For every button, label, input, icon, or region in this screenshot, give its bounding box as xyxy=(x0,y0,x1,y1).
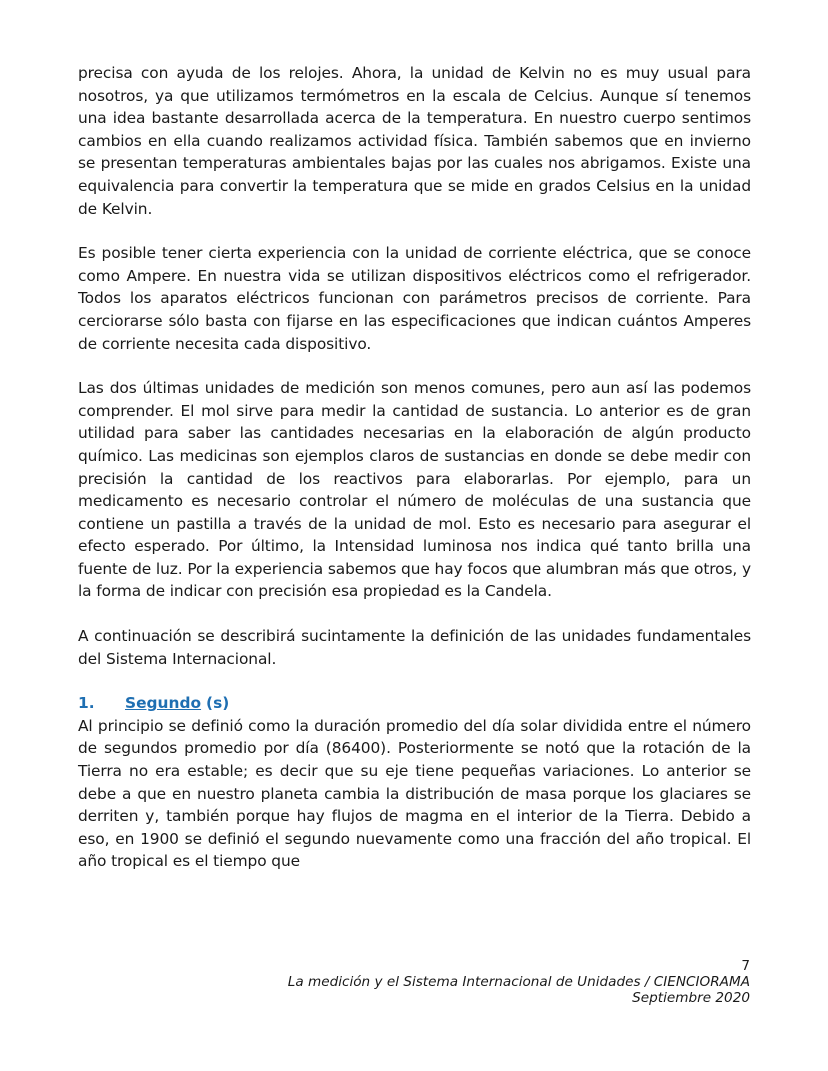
paragraph-current: Es posible tener cierta experiencia con la unidad de corriente eléctrica, que se conoce como Ampere. En nuestra vida se utilizan dispositivos eléctricos como el refrigerador. Todos los aparatos eléctricos funcionan con parámetros precisos de corriente. Para cerciorarse sólo basta con fijarse en las especificaciones que indican cuántos Amperes de corriente necesita cada dispositivo. xyxy=(78,244,751,353)
footer-title: La medición y el Sistema Internacional de Unidades / CIENCIORAMA xyxy=(287,974,750,991)
section-title-link[interactable]: Segundo xyxy=(125,694,202,713)
paragraph-temperature: precisa con ayuda de los relojes. Ahora, la unidad de Kelvin no es muy usual para nosotros, ya que utilizamos termómetros en la escala de Celcius. Aunque sí tenemos una idea bastante desarrollada acerca de la temperatura. En nuestro cuerpo sentimos cambios en ella cuando realizamos actividad física. También sabemos que en invierno se presentan temperaturas ambientales bajas por las cuales nos abrigamos. Existe una equivalencia para convertir la temperatura que se mide en grados Celsius en la unidad de Kelvin. xyxy=(78,64,751,218)
paragraph-gap xyxy=(78,603,751,625)
section-number: 1. xyxy=(78,694,95,713)
page-footer xyxy=(288,958,750,1007)
section-unit: (s) xyxy=(206,694,230,713)
paragraph-gap xyxy=(78,220,751,242)
paragraph-mol-candela: Las dos últimas unidades de medición son menos comunes, pero aun así las podemos comprender. El mol sirve para medir la cantidad de sustancia. Lo anterior es de gran utilidad para saber las cantidades necesarias en la elaboración de algún producto químico. Las medicinas son ejemplos claros de sustancias en donde se debe medir con precisión la cantidad de los reactivos para elaborarlas. Por ejemplo, para un medicamento es necesario controlar el número de moléculas de una sustancia que contiene un pastilla a través de la unidad de mol. Esto es necesario para asegurar el efecto esperado. Por último, la Intensidad luminosa nos indica qué tanto brilla una fuente de luz. Por la experiencia sabemos que hay focos que alumbran más que otros, y la forma de indicar con precisión esa propiedad es la Candela. xyxy=(78,379,751,601)
document-body xyxy=(78,62,751,873)
paragraph-intro-definitions: A continuación se describirá sucintamente la definición de las unidades fundamentales del Sistema Internacional. xyxy=(78,627,751,668)
paragraph-gap xyxy=(78,670,751,692)
page-number: 7 xyxy=(741,958,750,974)
paragraph-segundo-definition: Al principio se definió como la duración promedio del día solar dividida entre el número de segundos promedio por día (86400). Posteriormente se notó que la rotación de la Tierra no era estable; es decir que su eje tiene pequeñas variaciones. Lo anterior se debe a que en nuestro planeta cambia la distribución de masa porque los glaciares se derriten y, también porque hay flujos de magma en el interior de la Tierra. Debido a eso, en 1900 se definió el segundo nuevamente como una fracción del año tropical. El año tropical es el tiempo que xyxy=(78,716,751,871)
paragraph-gap xyxy=(78,355,751,377)
footer-date: Septiembre 2020 xyxy=(632,990,750,1007)
section-heading-segundo xyxy=(78,692,751,715)
